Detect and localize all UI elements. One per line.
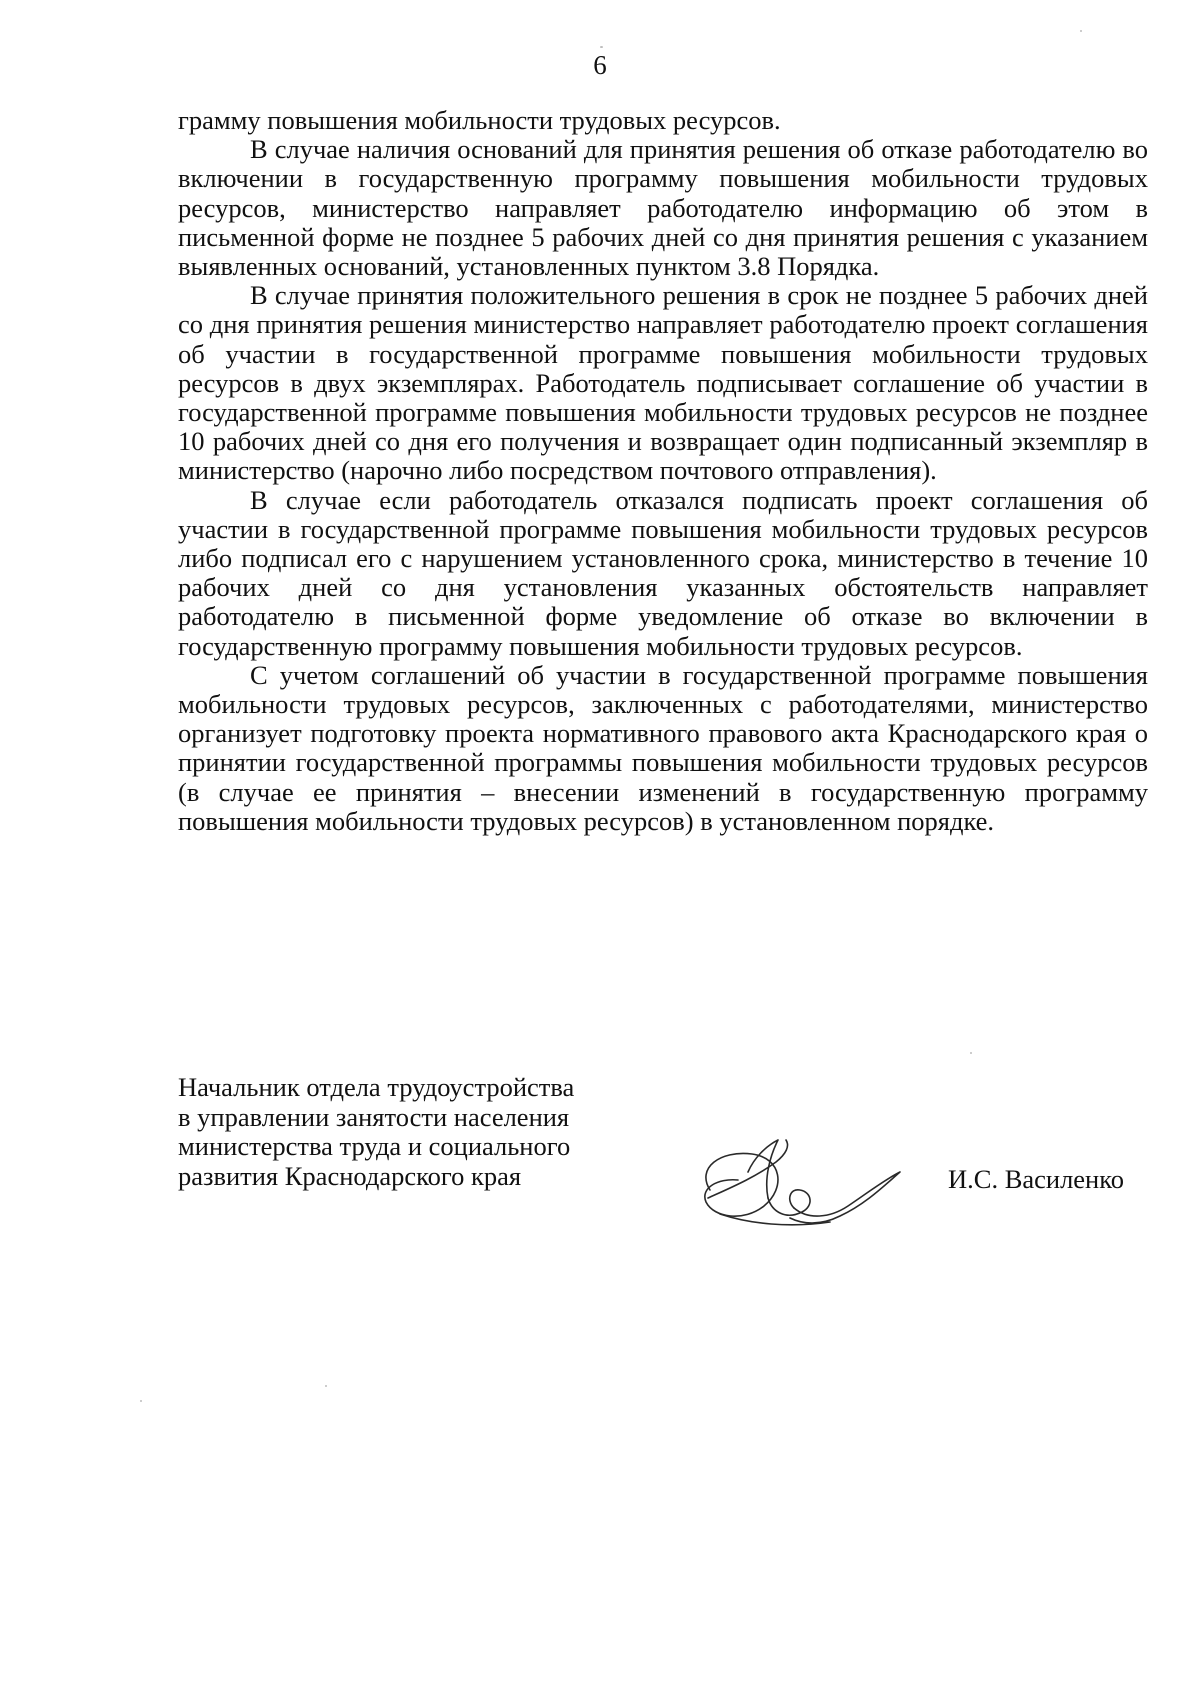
scan-speck <box>325 1385 327 1387</box>
document-body <box>178 106 1148 836</box>
handwritten-signature <box>690 1128 910 1238</box>
paragraph-legal-act-preparation: С учетом соглашений об участии в государственной программе повышения мобильности трудовых ресурсов, заключенных с работодателями, министерство организует подготовку проекта нормативного правового акта Краснодарского края о принятии государственной программы повышения мобильности трудовых ресурсов (в случае ее принятия – внесении изменений в государственную программу повышения мобильности трудовых ресурсов) в установленном порядке. <box>178 659 1148 836</box>
page-number: 6 <box>593 50 607 80</box>
paragraph-continuation: грамму повышения мобильности трудовых ресурсов. <box>178 105 781 135</box>
scan-speck <box>970 1052 972 1054</box>
paragraph-employer-declined: В случае если работодатель отказался подписать проект соглашения об участии в государственной программе повышения мобильности трудовых ресурсов либо подписал его с нарушением установленного срока, министерство в течение 10 рабочих дней со дня установления указанных обстоятельств направляет работодателю в письменной форме уведомление об отказе во включении в государственную программу повышения мобильности трудовых ресурсов. <box>178 484 1148 661</box>
signatory-position-line: развития Краснодарского края <box>178 1160 522 1191</box>
scan-speck <box>1080 30 1082 32</box>
paragraph-positive-decision: В случае принятия положительного решения в срок не позднее 5 рабочих дней со дня принятия решения министерство направляет работодателю проект соглашения об участии в государственной программе повышения мобильности трудовых ресурсов в двух экземплярах. Работодатель подписывает соглашение об участии в государственной программе повышения мобильности трудовых ресурсов не позднее 10 рабочих дней со дня его получения и возвращает один подписанный экземпляр в министерство (нарочно либо посредством почтового отправления). <box>178 280 1148 486</box>
signatory-position <box>178 1073 574 1191</box>
scan-speck <box>140 1400 142 1402</box>
scan-speck <box>600 46 603 48</box>
signatory-position-line: Начальник отдела трудоустройства <box>178 1072 575 1102</box>
signer-name: И.С. Василенко <box>948 1164 1125 1194</box>
signatory-position-line: в управлении занятости населения <box>178 1101 570 1132</box>
paragraph-refusal-grounds: В случае наличия оснований для принятия решения об отказе работодателю во включении в государственную программу повышения мобильности трудовых ресурсов, министерство направляет работодателю информацию об этом в письменной форме не позднее 5 рабочих дней со дня принятия решения с указанием выявленных оснований, установленных пунктом 3.8 Порядка. <box>178 134 1148 282</box>
signatory-position-line: министерства труда и социального <box>178 1131 571 1161</box>
